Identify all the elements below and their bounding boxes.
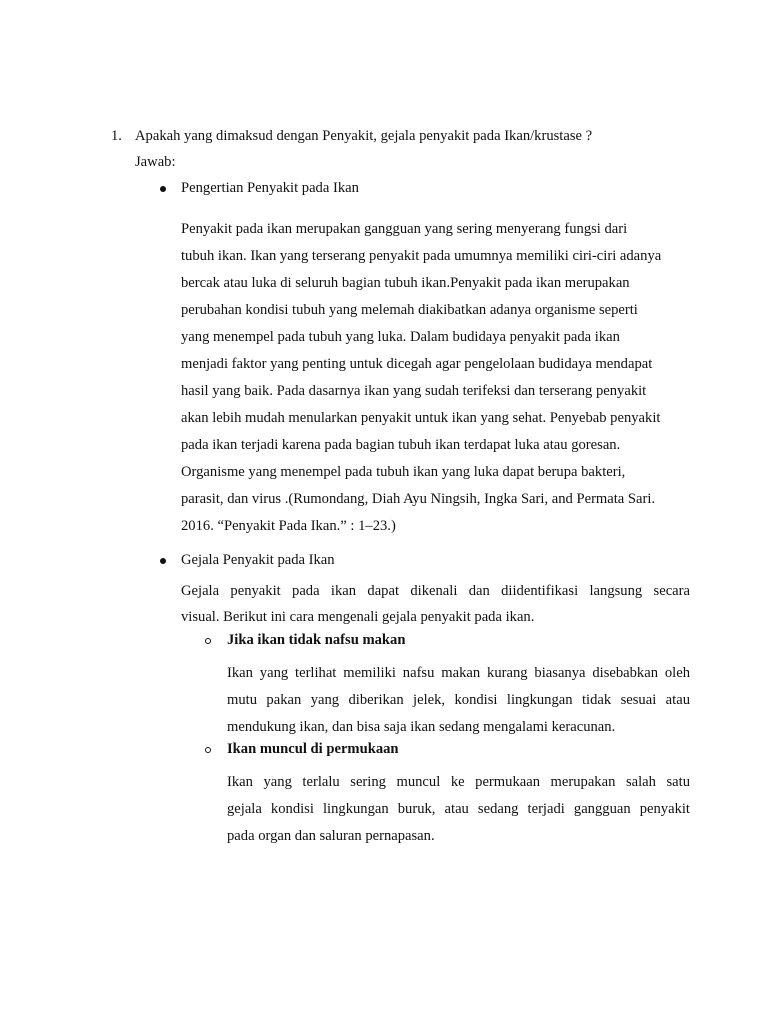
section2-intro	[181, 578, 690, 630]
question-text: Apakah yang dimaksud dengan Penyakit, gejala penyakit pada Ikan/krustase ?	[135, 128, 593, 144]
paragraph-line: gejala kondisi lingkungan buruk, atau sedang terjadi gangguan penyakit	[227, 801, 690, 817]
paragraph-line: Ikan yang terlalu sering muncul ke permukaan merupakan salah satu	[227, 774, 690, 790]
bullet-icon	[160, 186, 166, 192]
paragraph-line: yang menempel pada tubuh yang luka. Dalam budidaya penyakit pada ikan	[181, 329, 620, 345]
paragraph-line: menjadi faktor yang penting untuk dicegah agar pengelolaan budidaya mendapat	[181, 356, 653, 372]
paragraph-line: Ikan yang terlihat memiliki nafsu makan kurang biasanya disebabkan oleh	[227, 665, 690, 681]
bullet-icon	[160, 558, 166, 564]
paragraph-line: parasit, dan virus .(Rumondang, Diah Ayu Ningsih, Ingka Sari, and Permata Sari.	[181, 491, 656, 507]
paragraph-line: hasil yang baik. Pada dasarnya ikan yang sudah terifeksi dan terserang penyakit	[181, 383, 647, 399]
paragraph-line: bercak atau luka di seluruh bagian tubuh ikan.Penyakit pada ikan merupakan	[181, 275, 630, 291]
item2-paragraph	[227, 769, 690, 850]
paragraph-line: pada organ dan saluran pernapasan.	[227, 828, 435, 844]
paragraph-line: Penyakit pada ikan merupakan gangguan yang sering menyerang fungsi dari	[181, 221, 628, 237]
section2-heading: Gejala Penyakit pada Ikan	[181, 552, 335, 568]
paragraph-line: pada ikan terjadi karena pada bagian tubuh ikan terdapat luka atau goresan.	[181, 437, 621, 453]
paragraph-line: Organisme yang menempel pada tubuh ikan yang luka dapat berupa bakteri,	[181, 464, 626, 480]
paragraph-line: tubuh ikan. Ikan yang terserang penyakit pada umumnya memiliki ciri-ciri adanya	[181, 248, 662, 264]
item1-paragraph	[227, 660, 690, 741]
circle-bullet-icon	[205, 747, 211, 753]
section1-heading: Pengertian Penyakit pada Ikan	[181, 180, 359, 196]
item2-title: Ikan muncul di permukaan	[227, 741, 399, 757]
paragraph-line: akan lebih mudah menularkan penyakit untuk ikan yang sehat. Penyebab penyakit	[181, 410, 661, 426]
question-number: 1.	[111, 128, 122, 144]
paragraph-line: perubahan kondisi tubuh yang melemah diakibatkan adanya organisme seperti	[181, 302, 638, 318]
paragraph-line: Gejala penyakit pada ikan dapat dikenali dan diidentifikasi langsung secara	[181, 583, 690, 599]
paragraph-line: visual. Berikut ini cara mengenali gejala penyakit pada ikan.	[181, 609, 535, 625]
paragraph-line: mendukung ikan, dan bisa saja ikan sedang mengalami keracunan.	[227, 719, 616, 735]
circle-bullet-icon	[205, 638, 211, 644]
paragraph-line: mutu pakan yang diberikan jelek, kondisi lingkungan tidak sesuai atau	[227, 692, 690, 708]
item1-title: Jika ikan tidak nafsu makan	[227, 632, 406, 648]
answer-label: Jawab:	[135, 154, 176, 170]
paragraph-line: 2016. “Penyakit Pada Ikan.” : 1–23.)	[181, 518, 396, 534]
section1-paragraph	[181, 216, 661, 540]
